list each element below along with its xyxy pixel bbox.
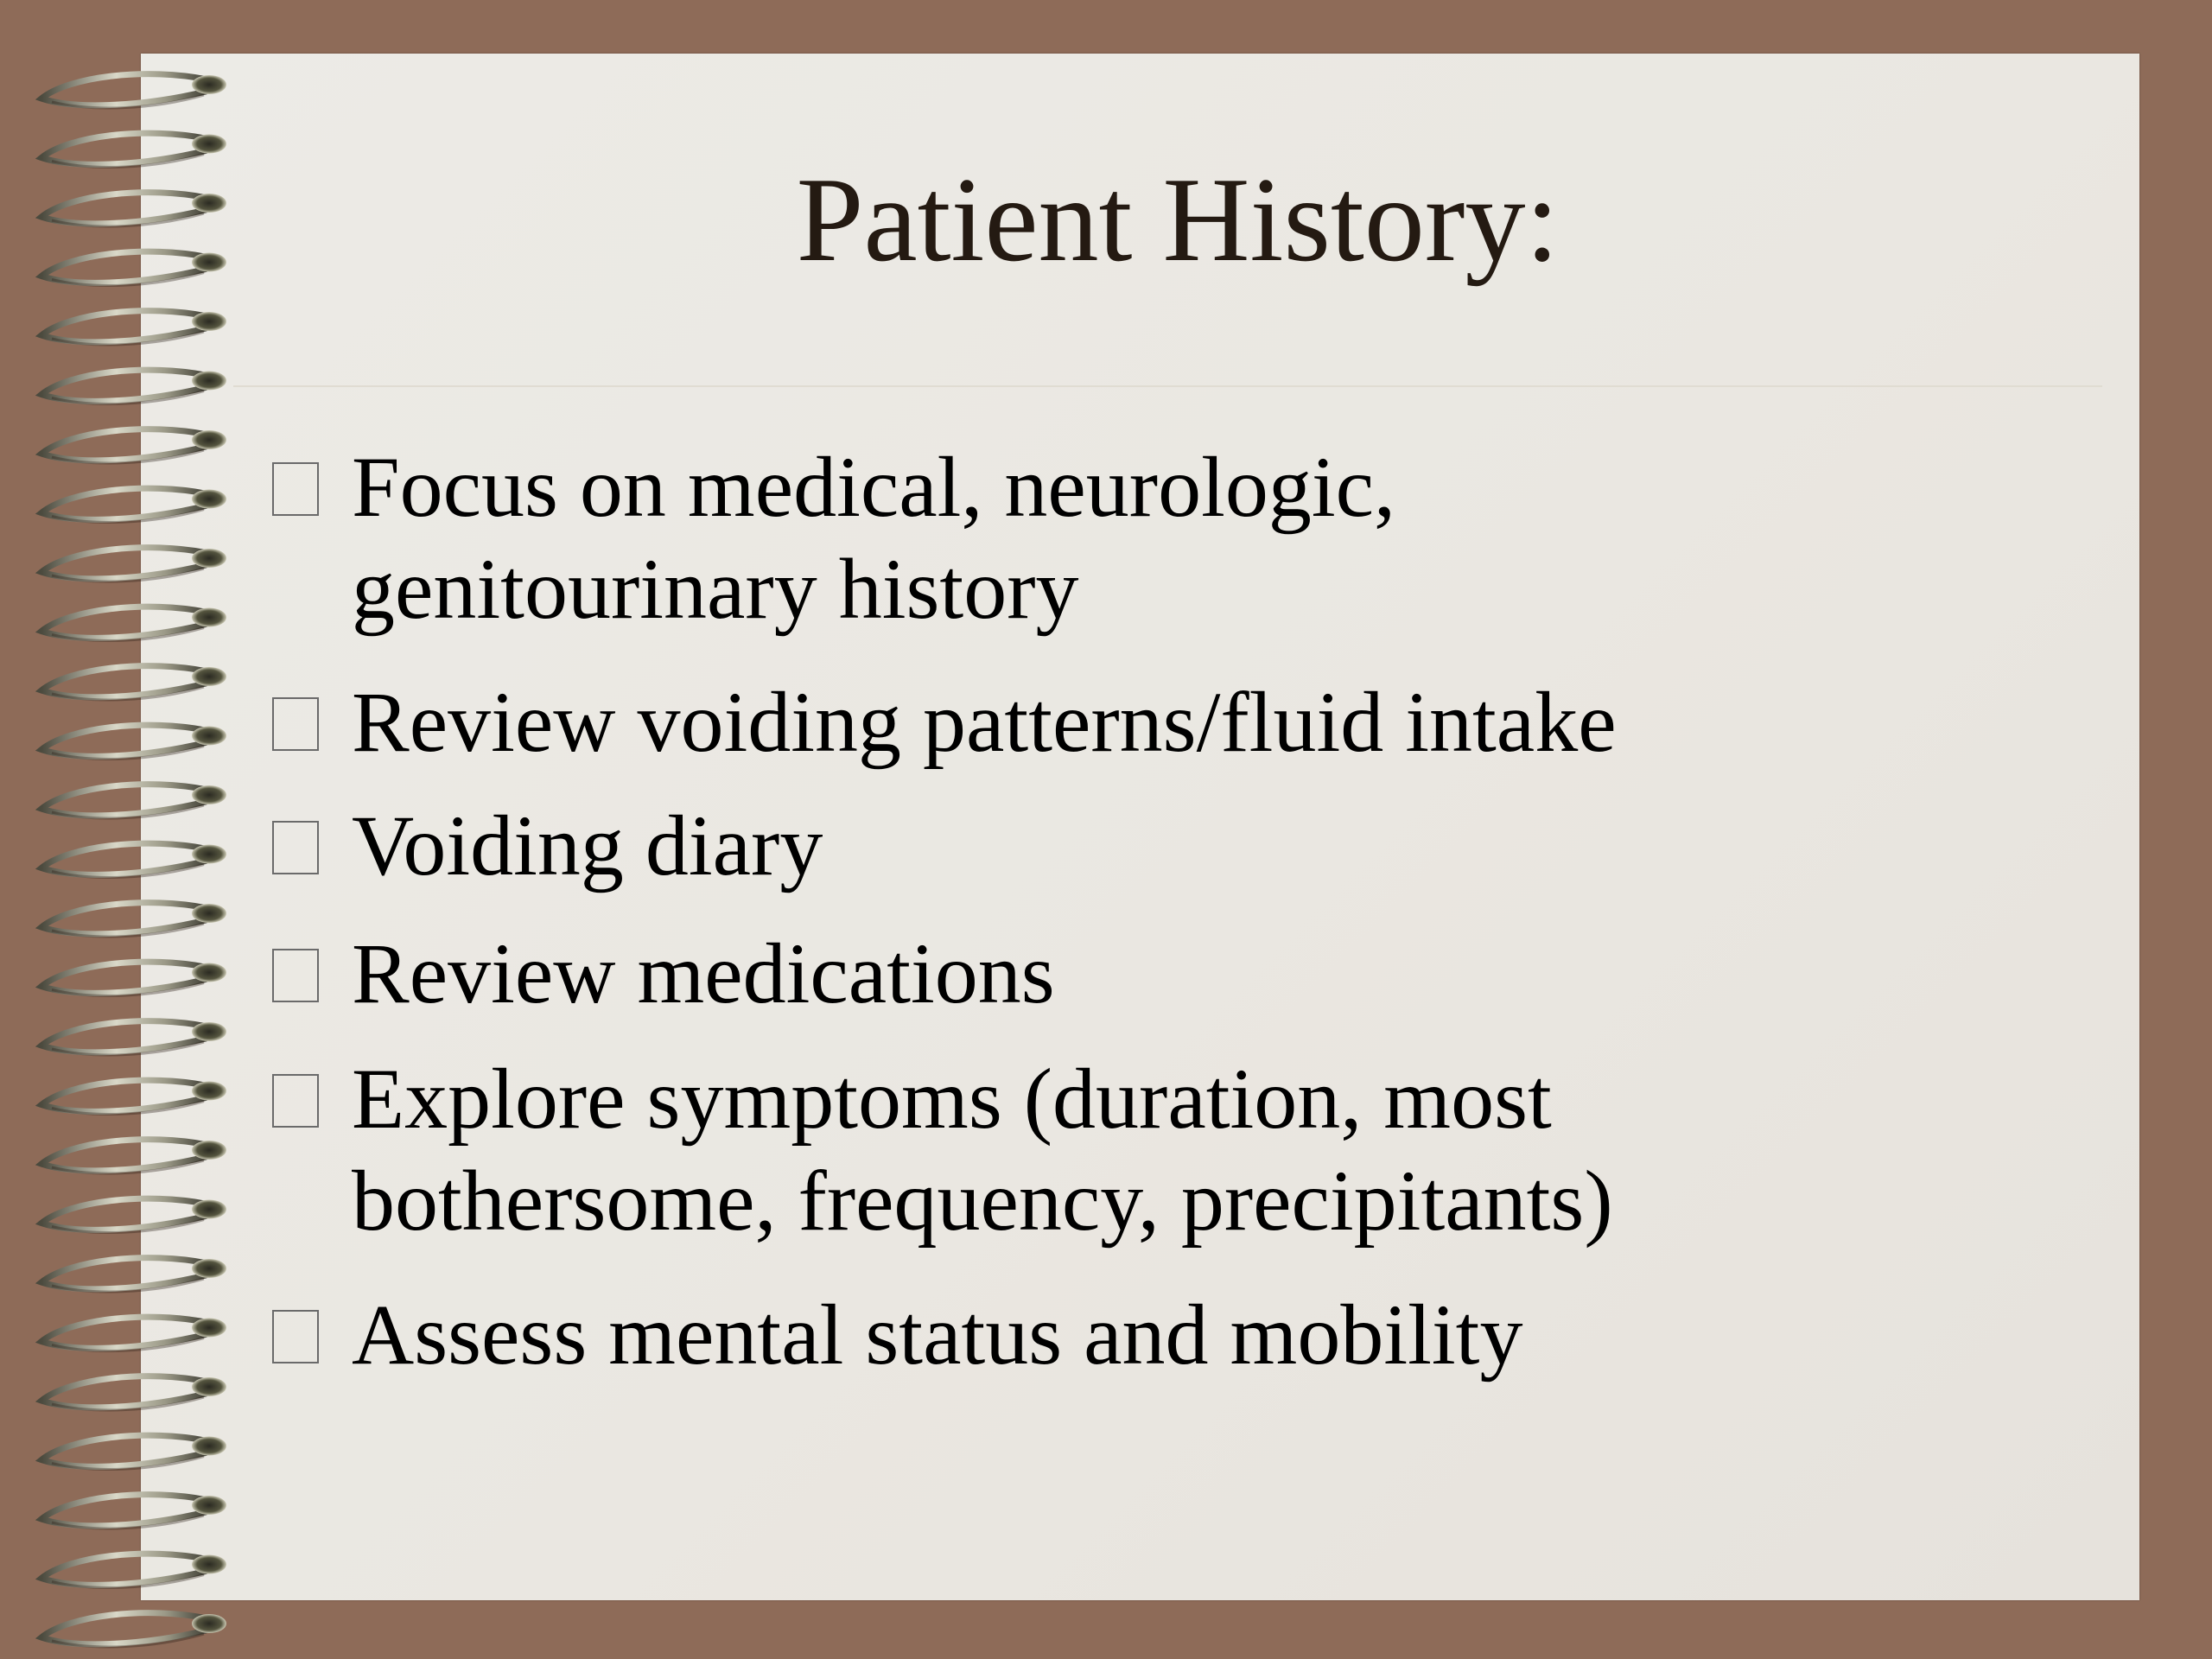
bullet-text — [352, 671, 1907, 773]
bullet-line: Assess mental status and mobility — [352, 1287, 1523, 1382]
empty-square-icon — [272, 1310, 319, 1363]
bullet-line: Explore symptoms (duration, most — [352, 1051, 1552, 1147]
empty-square-icon — [272, 949, 319, 1002]
bullet-line: Review voiding patterns/fluid intake — [352, 674, 1617, 770]
empty-square-icon — [272, 821, 319, 874]
bullet-text — [352, 1284, 1907, 1386]
bullet-line: Focus on medical, neurologic, — [352, 439, 1396, 535]
slide-title: Patient History: — [796, 153, 1560, 287]
bullet-text — [352, 795, 1907, 897]
bullet-line: Voiding diary — [352, 798, 823, 893]
bullet-text — [352, 436, 1907, 640]
bullet-line: Review medications — [352, 925, 1055, 1021]
empty-square-icon — [272, 1074, 319, 1128]
bullet-line: genitourinary history — [352, 541, 1079, 637]
bullet-text — [352, 923, 1907, 1025]
bullet-line: bothersome, frequency, precipitants) — [352, 1153, 1613, 1249]
empty-square-icon — [272, 462, 319, 516]
bullet-text — [352, 1048, 1907, 1252]
empty-square-icon — [272, 697, 319, 751]
